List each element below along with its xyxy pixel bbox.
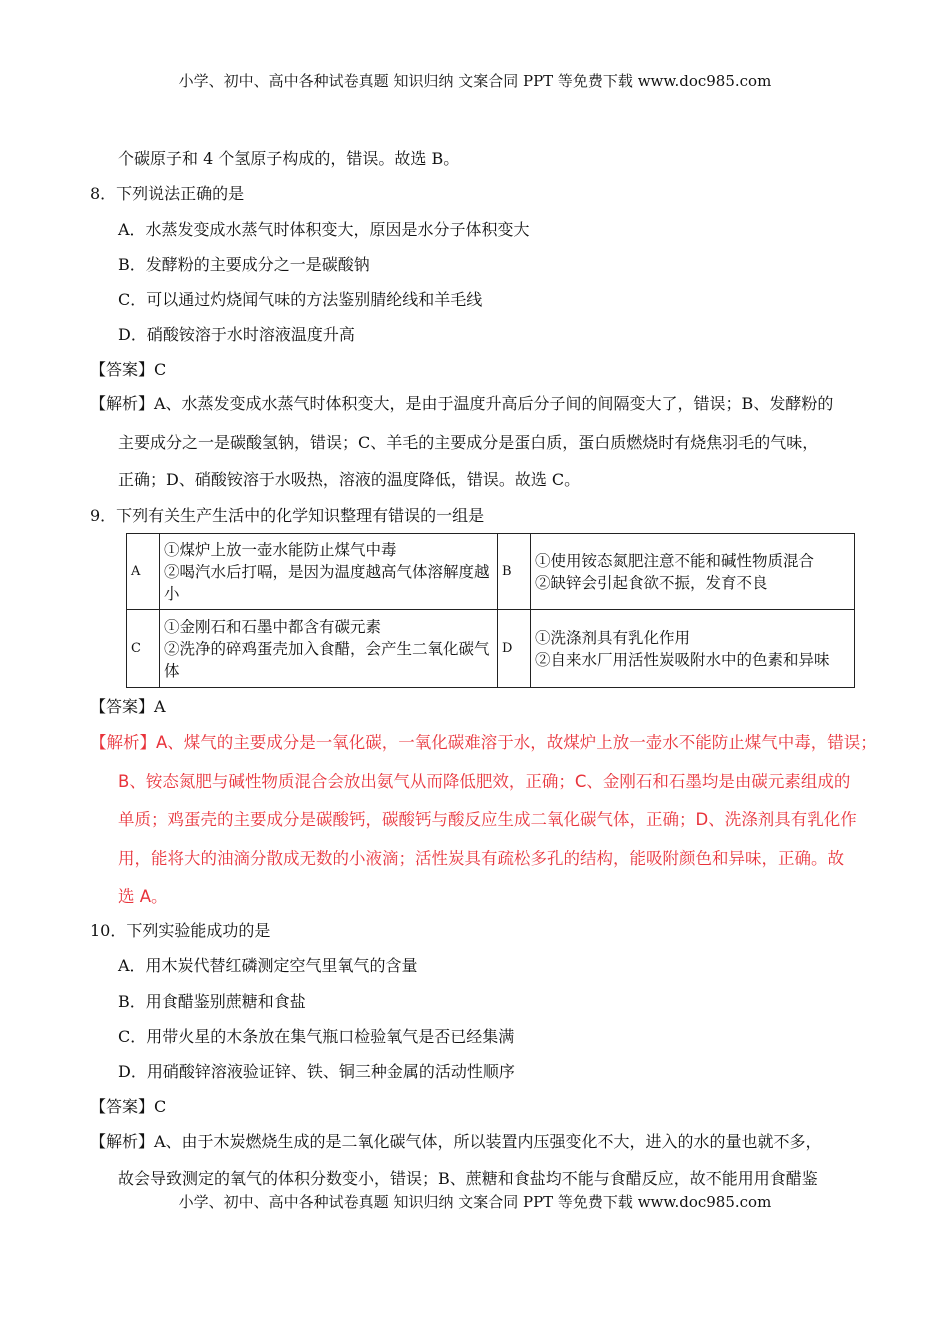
q9-cell-label-c: C xyxy=(127,610,160,688)
q10-answer: 【答案】C xyxy=(90,1097,167,1116)
page-header: 小学、初中、高中各种试卷真题 知识归纳 文案合同 PPT 等免费下载 www.doc985.com xyxy=(178,72,772,90)
q9-cell-label-d: D xyxy=(498,610,531,688)
q8-option-b: B．发酵粉的主要成分之一是碳酸钠 xyxy=(118,255,370,274)
q9-b-item-2: ②缺锌会引起食欲不振，发育不良 xyxy=(535,573,768,592)
q8-option-d: D．硝酸铵溶于水时溶液温度升高 xyxy=(118,325,355,344)
q9-cell-a xyxy=(160,534,498,610)
q7-analysis-tail: 个碳原子和 4 个氢原子构成的，错误。故选 B。 xyxy=(118,149,460,168)
q8-analysis-line: 主要成分之一是碳酸氢钠，错误；C、羊毛的主要成分是蛋白质，蛋白质燃烧时有烧焦羽毛的气味， xyxy=(118,433,819,452)
q9-analysis-line: 【解析】A、煤气的主要成分是一氧化碳，一氧化碳难溶于水，故煤炉上放一壶水不能防止煤气中毒，错误； xyxy=(90,733,877,752)
q9-b-item-1: ①使用铵态氮肥注意不能和碱性物质混合 xyxy=(535,551,815,570)
q9-cell-b xyxy=(531,534,855,610)
q8-analysis-line: 【解析】A、水蒸发变成水蒸气时体积变大，是由于温度升高后分子间的间隔变大了，错误；B、发酵粉的 xyxy=(90,394,834,413)
q9-analysis-line: B、铵态氮肥与碱性物质混合会放出氨气从而降低肥效，正确；C、金刚石和石墨均是由碳元素组成的 xyxy=(118,772,851,791)
q9-knowledge-table xyxy=(126,533,855,688)
q9-c-item-1: ①金刚石和石墨中都含有碳元素 xyxy=(164,617,382,636)
q8-option-c: C．可以通过灼烧闻气味的方法鉴别腈纶线和羊毛线 xyxy=(118,290,483,309)
q9-d-item-2: ②自来水厂用活性炭吸附水中的色素和异味 xyxy=(535,650,830,669)
q9-cell-d xyxy=(531,610,855,688)
q9-cell-label-a: A xyxy=(127,534,160,610)
page-footer: 小学、初中、高中各种试卷真题 知识归纳 文案合同 PPT 等免费下载 www.doc985.com xyxy=(178,1193,772,1211)
q9-a-item-1: ①煤炉上放一壶水能防止煤气中毒 xyxy=(164,540,397,559)
q9-cell-c xyxy=(160,610,498,688)
q9-a-item-2: ②喝汽水后打嗝，是因为温度越高气体溶解度越小 xyxy=(164,562,490,603)
q8-option-a: A．水蒸发变成水蒸气时体积变大，原因是水分子体积变大 xyxy=(118,220,530,239)
q10-option-a: A．用木炭代替红磷测定空气里氧气的含量 xyxy=(118,956,418,975)
q9-analysis-line: 用，能将大的油滴分散成无数的小液滴；活性炭具有疏松多孔的结构，能吸附颜色和异味，正确。故 xyxy=(118,849,844,868)
q9-cell-label-b: B xyxy=(498,534,531,610)
q10-option-b: B．用食醋鉴别蔗糖和食盐 xyxy=(118,992,306,1011)
q9-c-item-2: ②洗净的碎鸡蛋壳加入食醋，会产生二氧化碳气体 xyxy=(164,639,490,680)
q10-stem: 10．下列实验能成功的是 xyxy=(90,921,271,940)
q9-d-item-1: ①洗涤剂具有乳化作用 xyxy=(535,628,691,647)
q9-analysis-line: 选 A。 xyxy=(118,887,168,906)
q8-answer: 【答案】C xyxy=(90,360,167,379)
q9-analysis-line: 单质；鸡蛋壳的主要成分是碳酸钙，碳酸钙与酸反应生成二氧化碳气体，正确；D、洗涤剂具有乳化作 xyxy=(118,810,857,829)
q10-option-d: D．用硝酸锌溶液验证锌、铁、铜三种金属的活动性顺序 xyxy=(118,1062,515,1081)
q8-stem: 8．下列说法正确的是 xyxy=(90,184,245,203)
q10-analysis-line: 故会导致测定的氧气的体积分数变小，错误；B、蔗糖和食盐均不能与食醋反应，故不能用用食醋鉴 xyxy=(118,1169,818,1188)
q8-analysis-line: 正确；D、硝酸铵溶于水吸热，溶液的温度降低，错误。故选 C。 xyxy=(118,470,581,489)
q10-option-c: C．用带火星的木条放在集气瓶口检验氧气是否已经集满 xyxy=(118,1027,515,1046)
q10-analysis-line: 【解析】A、由于木炭燃烧生成的是二氧化碳气体，所以装置内压强变化不大，进入的水的量也就不多， xyxy=(90,1132,822,1151)
q9-answer: 【答案】A xyxy=(90,697,166,716)
q9-stem: 9．下列有关生产生活中的化学知识整理有错误的一组是 xyxy=(90,506,485,525)
